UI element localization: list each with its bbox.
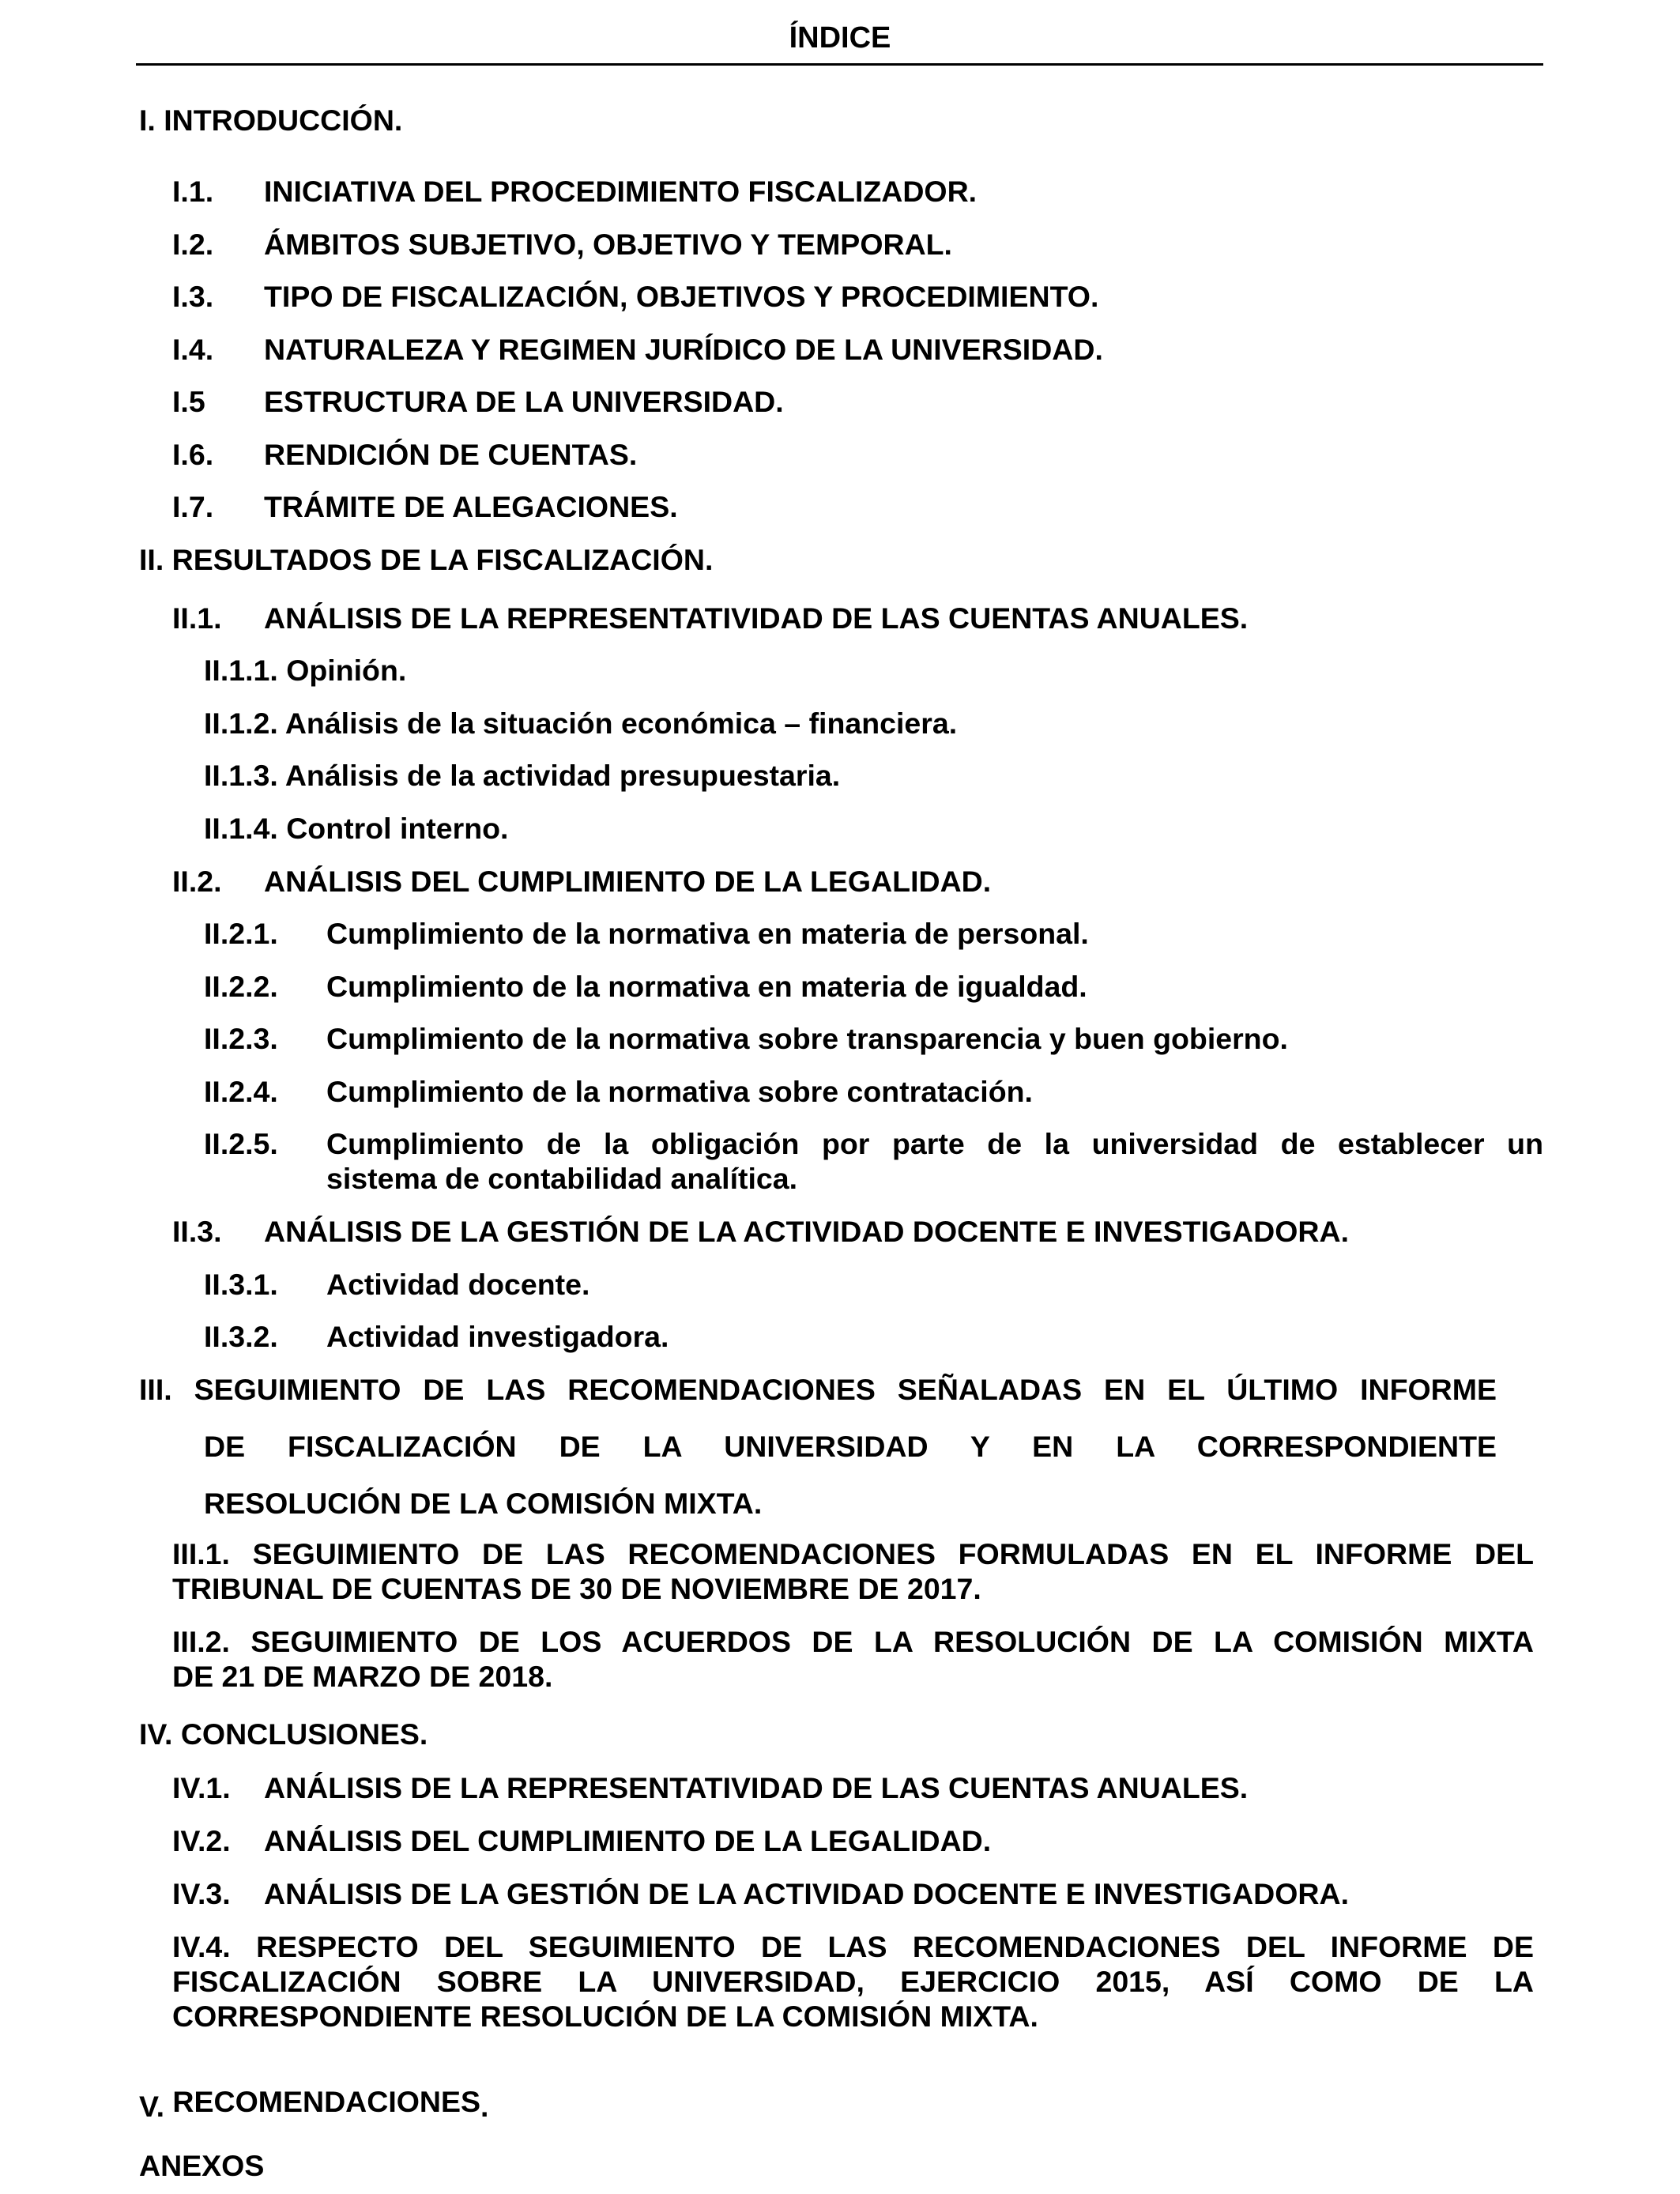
toc-text-line: DE 21 DE MARZO DE 2018.	[172, 1660, 553, 1693]
toc-number: I.4.	[172, 333, 214, 366]
toc-text: ANÁLISIS DE LA GESTIÓN DE LA ACTIVIDAD DOCENTE E INVESTIGADORA.	[264, 1215, 1349, 1248]
toc-text: ESTRUCTURA DE LA UNIVERSIDAD.	[264, 385, 784, 418]
toc-number: I.5	[172, 385, 205, 418]
toc-text: ANÁLISIS DE LA REPRESENTATIVIDAD DE LAS CUENTAS ANUALES.	[264, 1771, 1249, 1804]
toc-number: II.1.	[172, 601, 222, 635]
toc-section-2[interactable]	[139, 542, 713, 577]
toc-number: IV.3.	[172, 1877, 231, 1910]
toc-text: ANÁLISIS DE LA REPRESENTATIVIDAD DE LAS CUENTAS ANUALES.	[264, 601, 1249, 635]
toc-section-3[interactable]	[139, 1372, 1497, 1520]
toc-number: I.2.	[172, 228, 214, 261]
toc-section-5[interactable]	[139, 2084, 489, 2123]
toc-text: ANÁLISIS DE LA GESTIÓN DE LA ACTIVIDAD DOCENTE E INVESTIGADORA.	[264, 1877, 1349, 1910]
toc-number: II.2.1.	[204, 917, 278, 950]
toc-text: TIPO DE FISCALIZACIÓN, OBJETIVOS Y PROCEDIMIENTO.	[264, 280, 1099, 313]
toc-text-line: III. SEGUIMIENTO DE LAS RECOMENDACIONES SEÑALADAS EN EL ÚLTIMO INFORME	[139, 1373, 1497, 1406]
toc-number: II.2.	[172, 865, 222, 898]
toc-number: I.7.	[172, 490, 214, 523]
toc-text: RENDICIÓN DE CUENTAS.	[264, 438, 638, 471]
toc-label: I. INTRODUCCIÓN.	[139, 104, 403, 137]
toc-item-2-2-5[interactable]	[204, 1126, 1543, 1197]
toc-text-line: FISCALIZACIÓN SOBRE LA UNIVERSIDAD, EJERCICIO 2015, ASÍ COMO DE LA	[172, 1965, 1534, 1998]
title-rule	[136, 63, 1543, 66]
toc-number: II.2.3.	[204, 1022, 278, 1055]
toc-text-line: IV.4. RESPECTO DEL SEGUIMIENTO DE LAS RECOMENDACIONES DEL INFORME DE	[172, 1930, 1534, 1963]
toc-label: II.1.3. Análisis de la actividad presupuestaria.	[204, 759, 841, 792]
toc-number: II.3.2.	[204, 1320, 278, 1353]
page-title: ÍNDICE	[789, 21, 891, 55]
toc-item-3-2[interactable]	[172, 1624, 1534, 1693]
toc-text: ANÁLISIS DEL CUMPLIMIENTO DE LA LEGALIDAD.	[264, 865, 992, 898]
toc-text-line: III.2. SEGUIMIENTO DE LOS ACUERDOS DE LA RESOLUCIÓN DE LA COMISIÓN MIXTA	[172, 1625, 1534, 1658]
toc-text-line: RESOLUCIÓN DE LA COMISIÓN MIXTA.	[204, 1487, 763, 1520]
toc-number: IV.1.	[172, 1771, 231, 1804]
toc-text: NATURALEZA Y REGIMEN JURÍDICO DE LA UNIVERSIDAD.	[264, 333, 1103, 366]
toc-annexes[interactable]	[139, 2148, 264, 2183]
toc-item-4-4[interactable]	[172, 1929, 1534, 2033]
toc-text: INICIATIVA DEL PROCEDIMIENTO FISCALIZADOR.	[264, 175, 977, 208]
toc-text: ÁMBITOS SUBJETIVO, OBJETIVO Y TEMPORAL.	[264, 228, 952, 261]
toc-item-2-1-1[interactable]	[204, 653, 406, 688]
toc-text-line: Cumplimiento de la obligación por parte de la universidad de establecer un	[326, 1127, 1543, 1160]
toc-text-line: III.1. SEGUIMIENTO DE LAS RECOMENDACIONES FORMULADAS EN EL INFORME DEL	[172, 1537, 1534, 1570]
toc-text: Cumplimiento de la normativa sobre contratación.	[326, 1075, 1033, 1108]
toc-number: V.	[139, 2090, 164, 2123]
toc-label: IV. CONCLUSIONES.	[139, 1717, 428, 1751]
toc-item-2-1-3[interactable]	[204, 758, 840, 793]
toc-number: IV.2.	[172, 1824, 231, 1857]
toc-text-line: TRIBUNAL DE CUENTAS DE 30 DE NOVIEMBRE DE 2017.	[172, 1572, 981, 1605]
toc-text: ANÁLISIS DEL CUMPLIMIENTO DE LA LEGALIDAD.	[264, 1824, 992, 1857]
toc-label: ANEXOS	[139, 2149, 265, 2182]
toc-text: Actividad investigadora.	[326, 1320, 669, 1353]
toc-number: II.3.	[172, 1215, 222, 1248]
toc-number: II.2.5.	[204, 1127, 278, 1160]
toc-text: RECOMENDACIONES	[172, 2085, 481, 2118]
toc-number: II.2.2.	[204, 970, 278, 1003]
toc-text: Cumplimiento de la normativa en materia de igualdad.	[326, 970, 1087, 1003]
toc-text: TRÁMITE DE ALEGACIONES.	[264, 490, 678, 523]
toc-label: II. RESULTADOS DE LA FISCALIZACIÓN.	[139, 543, 714, 576]
toc-section-1[interactable]	[139, 103, 402, 138]
toc-text: Cumplimiento de la normativa sobre transparencia y buen gobierno.	[326, 1022, 1288, 1055]
toc-text: Actividad docente.	[326, 1268, 590, 1301]
toc-section-4[interactable]	[139, 1717, 428, 1751]
toc-item-3-1[interactable]	[172, 1536, 1534, 1605]
toc-text-line: DE FISCALIZACIÓN DE LA UNIVERSIDAD Y EN LA CORRESPONDIENTE	[204, 1430, 1497, 1463]
toc-number: I.6.	[172, 438, 214, 471]
toc-text-line: CORRESPONDIENTE RESOLUCIÓN DE LA COMISIÓN MIXTA.	[172, 2000, 1038, 2033]
toc-text: Cumplimiento de la normativa en materia de personal.	[326, 917, 1089, 950]
toc-trailing-dot: .	[480, 2090, 489, 2123]
toc-number: I.1.	[172, 175, 214, 208]
toc-label: II.1.1. Opinión.	[204, 654, 407, 687]
toc-item-2-1-2[interactable]	[204, 706, 957, 741]
toc-text-line: sistema de contabilidad analítica.	[326, 1162, 798, 1195]
toc-label: II.1.4. Control interno.	[204, 812, 509, 845]
toc-number: II.3.1.	[204, 1268, 278, 1301]
toc-number: I.3.	[172, 280, 214, 313]
toc-label: II.1.2. Análisis de la situación económica – financiera.	[204, 707, 958, 740]
toc-item-2-1-4[interactable]	[204, 811, 508, 846]
toc-number: II.2.4.	[204, 1075, 278, 1108]
